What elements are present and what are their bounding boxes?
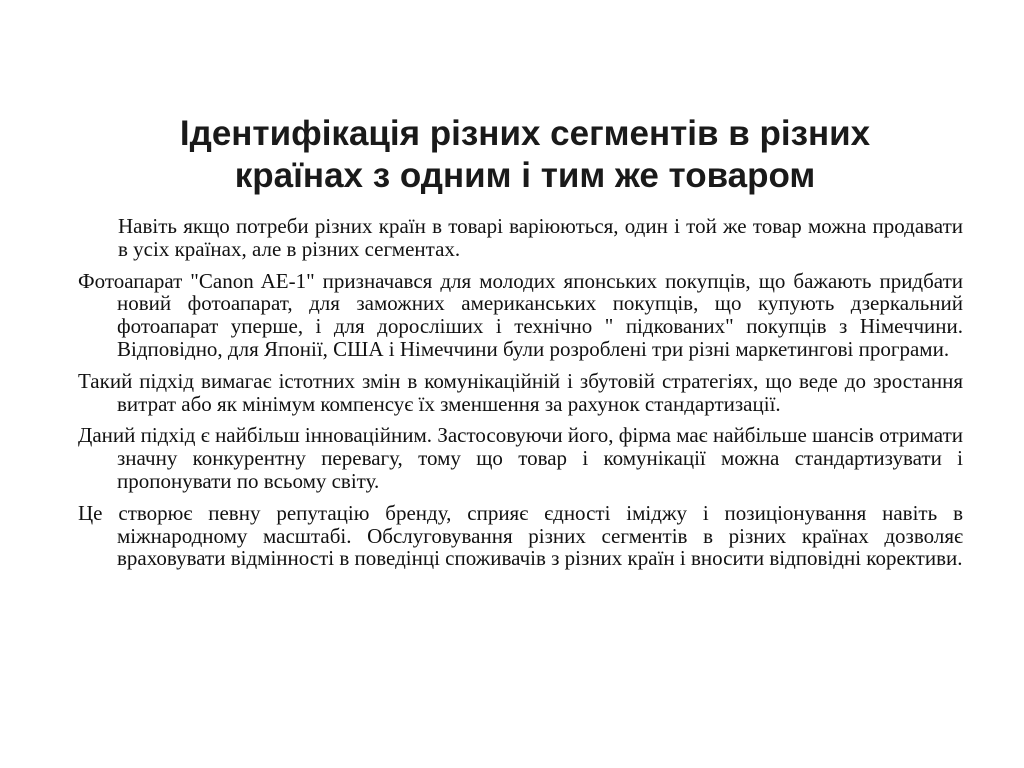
slide-title: [90, 113, 960, 197]
body-paragraph-3: Такий підхід вимагає істотних змін в комунікаційній і збутовій стратегіях, що веде до зростання витрат або як мінімум компенсує їх зменшення за рахунок стандартизації.: [78, 368, 963, 416]
body-paragraph-5: Це створює певну репутацію бренду, сприяє єдності іміджу і позиціонування навіть в міжнародному масштабі. Обслуговування різних сегментів в різних країнах дозволяє враховувати відмінності в поведінці споживачів з різних країн і вносити відповідні корективи.: [78, 500, 963, 571]
body-paragraph-4: Даний підхід є найбільш інноваційним. Застосовуючи його, фірма має найбільше шансів отримати значну конкурентну перевагу, тому що товар і комунікації можна стандартизувати і пропонувати по всьому світу.: [78, 423, 963, 493]
slide-title-line-1: Ідентифікація різних сегментів в різних: [179, 114, 871, 153]
slide-title-line-2: країнах з одним і тим же товаром: [234, 156, 816, 195]
slide-body: [78, 215, 963, 579]
body-paragraph-2: Фотоапарат "Canon AE-1" призначався для молодих японських покупців, що бажають придбати новий фотоапарат, для заможних американських покупців, що купують дзеркальний фотоапарат уперше, і для дорослiших i технiчно " пiдкованих" покупцiв з Нiмеччини. Вiдповiдно, для Японiї, США i Нiмеччини були розробленi три рiзнi маркетинговi програми.: [78, 268, 963, 361]
body-paragraph-1: Навіть якщо потреби різних країн в товарі варіюються, один і той же товар можна продавати в усіх країнах, але в різних сегментах.: [118, 214, 963, 261]
